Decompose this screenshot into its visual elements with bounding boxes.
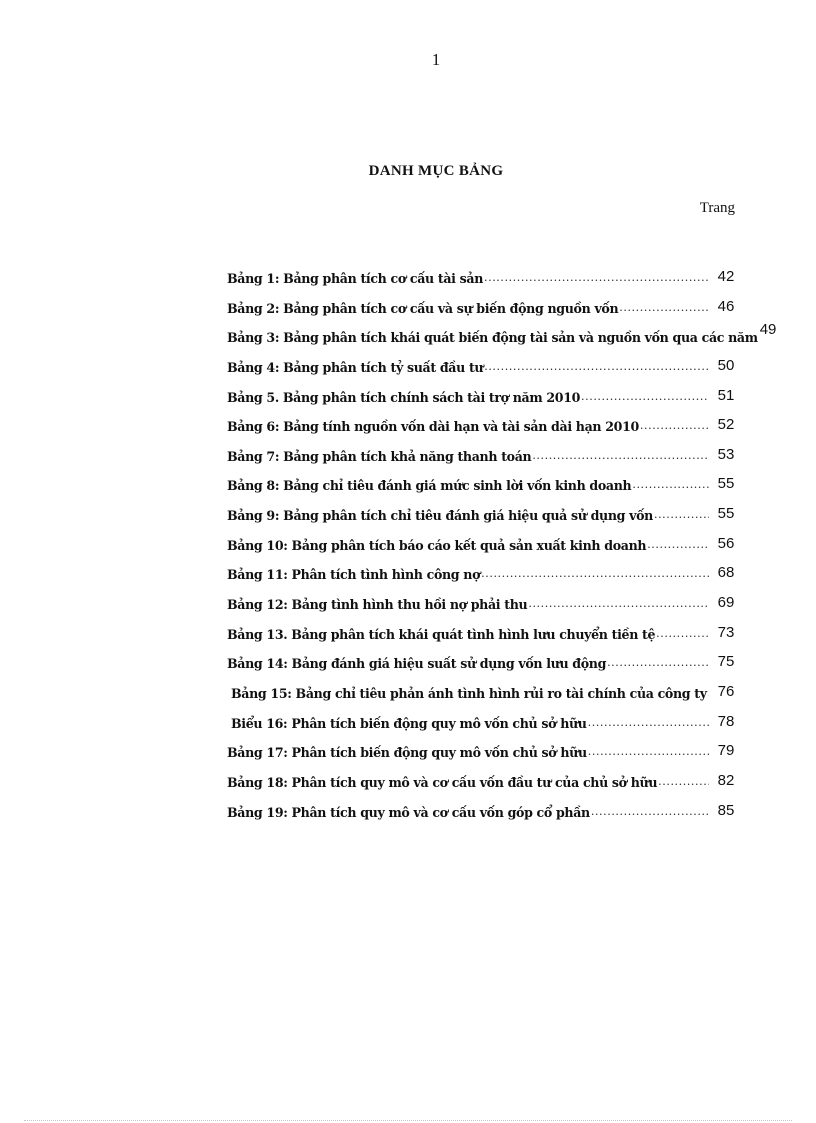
toc-entry-page: 75: [717, 653, 735, 671]
toc-entry-label: Bảng 8: Bảng chỉ tiêu đánh giá mức sinh lời vốn kinh doanh: [227, 478, 632, 494]
dot-leader: [588, 716, 709, 729]
toc-entry-label: Bảng 19: Phân tích quy mô và cơ cấu vốn góp cổ phần: [227, 804, 590, 820]
toc-entry-page: 55: [717, 475, 735, 493]
dot-leader: [528, 597, 709, 610]
toc-entry-page: 82: [717, 771, 735, 789]
toc-entry-page: 42: [717, 268, 735, 285]
toc-entry[interactable]: [227, 387, 739, 417]
toc-entry-label: Bảng 6: Bảng tính nguồn vốn dài hạn và tài sản dài hạn 2010: [227, 419, 639, 435]
dot-leader: [591, 805, 709, 818]
toc-entry[interactable]: [227, 624, 739, 654]
toc-entry[interactable]: [227, 505, 739, 535]
toc-entry-label: Bảng 2: Bảng phân tích cơ cấu và sự biến động nguồn vốn: [227, 300, 619, 316]
toc-entry[interactable]: [227, 357, 739, 387]
dot-leader: [607, 656, 709, 669]
toc-entry[interactable]: [227, 653, 739, 683]
toc-entry[interactable]: [227, 802, 739, 832]
toc-entry[interactable]: [227, 475, 739, 505]
page-title: DANH MỤC BẢNG: [368, 163, 504, 179]
dot-leader: [581, 390, 709, 403]
dot-leader: [647, 538, 709, 551]
toc-entry[interactable]: [227, 446, 739, 476]
toc-entry-label: Biểu 16: Phân tích biến động quy mô vốn chủ sở hữu: [231, 715, 587, 731]
toc-entry-page: 50: [717, 356, 735, 374]
dot-leader: [619, 301, 709, 314]
toc-entry-label: Bảng 14: Bảng đánh giá hiệu suất sử dụng vốn lưu động: [227, 656, 607, 672]
toc-entry-page: 68: [717, 564, 735, 582]
toc-entry[interactable]: [227, 321, 777, 357]
toc-entry-label: Bảng 15: Bảng chỉ tiêu phản ánh tình hình rủi ro tài chính của công ty: [231, 685, 707, 701]
toc-entry[interactable]: [227, 416, 739, 446]
toc-entry-label: Bảng 4: Bảng phân tích tỷ suất đầu tư: [227, 359, 484, 375]
toc-entry-label: Bảng 7: Bảng phân tích khả năng thanh toán: [227, 448, 532, 464]
toc-entry[interactable]: [227, 298, 739, 328]
toc-entry[interactable]: [227, 772, 739, 802]
page-column-header: Trang: [699, 200, 735, 216]
toc-entry-label: Bảng 11: Phân tích tình hình công nợ: [227, 567, 481, 583]
dot-leader: [640, 419, 709, 432]
toc-entry-page: 46: [717, 297, 735, 315]
toc-entry-page: 76: [717, 682, 735, 700]
toc-entry-page: 79: [717, 742, 735, 760]
dot-leader: [708, 686, 709, 699]
toc-entry[interactable]: [227, 268, 739, 298]
dot-leader: [484, 271, 709, 284]
page-number: 1: [431, 50, 441, 69]
toc-entry-page: 85: [717, 801, 735, 819]
toc-entry[interactable]: [227, 564, 739, 594]
dot-leader: [484, 360, 709, 373]
dot-leader: [481, 567, 709, 580]
dot-leader: [588, 745, 709, 758]
toc-entry-page: 78: [717, 712, 735, 730]
dot-leader: [654, 508, 709, 521]
toc-entry-label: Bảng 9: Bảng phân tích chỉ tiêu đánh giá hiệu quả sử dụng vốn: [227, 508, 653, 524]
toc-entry[interactable]: [227, 535, 739, 565]
toc-entry-page: 49: [759, 321, 777, 339]
toc-entry-page: 52: [717, 416, 735, 434]
toc-entry-label: Bảng 12: Bảng tình hình thu hồi nợ phải thu: [227, 597, 528, 613]
toc-entry-page: 53: [717, 445, 735, 463]
toc-entry-page: 55: [717, 505, 735, 523]
toc-entry-label: Bảng 3: Bảng phân tích khái quát biến động tài sản và nguồn vốn qua các năm: [227, 330, 758, 346]
toc-entry-label: Bảng 18: Phân tích quy mô và cơ cấu vốn đầu tư của chủ sở hữu: [227, 774, 658, 790]
page-bottom-rule: [24, 1120, 792, 1121]
toc-entry[interactable]: [227, 683, 739, 713]
toc-entry-label: Bảng 1: Bảng phân tích cơ cấu tài sản: [227, 271, 483, 286]
dot-leader: [658, 775, 709, 788]
toc-entry-label: Bảng 17: Phân tích biến động quy mô vốn chủ sở hữu: [227, 745, 587, 761]
dot-leader: [532, 449, 709, 462]
toc-entry-label: Bảng 10: Bảng phân tích báo cáo kết quả sản xuất kinh doanh: [227, 537, 647, 553]
dot-leader: [656, 627, 709, 640]
toc-entry-page: 56: [717, 534, 735, 552]
toc-entry-page: 69: [717, 594, 735, 612]
toc-entry-label: Bảng 5. Bảng phân tích chính sách tài trợ năm 2010: [227, 389, 581, 405]
dot-leader: [632, 478, 709, 491]
toc-entry[interactable]: [227, 713, 739, 743]
toc-entry-page: 73: [717, 623, 735, 641]
table-of-contents: [227, 268, 777, 831]
toc-entry-label: Bảng 13. Bảng phân tích khái quát tình hình lưu chuyển tiền tệ: [227, 626, 656, 642]
toc-entry[interactable]: [227, 742, 739, 772]
toc-entry[interactable]: [227, 594, 739, 624]
toc-entry-page: 51: [717, 386, 735, 404]
